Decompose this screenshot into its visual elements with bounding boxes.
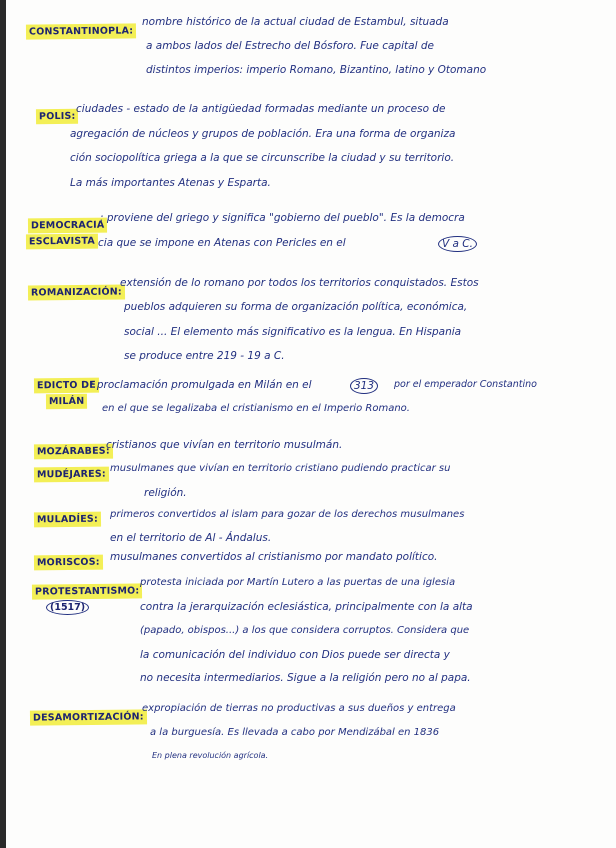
definition-line: musulmanes que vivían en territorio cristiano pudiendo practicar su [110, 463, 451, 474]
definition-line: social ... El elemento más significativo es la lengua. En Hispania [124, 326, 462, 338]
definition-line: religión. [144, 487, 187, 499]
definition-line: primeros convertidos al islam para gozar de los derechos musulmanes [110, 509, 465, 520]
circled-year: 313 [350, 378, 378, 394]
definition-line: agregación de núcleos y grupos de población. Era una forma de organiza [70, 128, 456, 140]
term-year: (1517) [46, 600, 89, 615]
definition-line: ciudades - estado de la antigüedad formadas mediante un proceso de [76, 103, 446, 115]
term-label: PROTESTANTISMO: [32, 583, 143, 599]
term-label: MULADÍES: [34, 512, 101, 528]
definition-line: expropiación de tierras no productivas a sus dueños y entrega [142, 703, 456, 714]
definition-line: la comunicación del individuo con Dios puede ser directa y [140, 649, 450, 661]
term-label: EDICTO DE [34, 378, 99, 394]
circled-century: V a C. [438, 236, 477, 252]
definition-line: a la burguesía. Es llevada a cabo por Mendizábal en 1836 [150, 727, 440, 738]
definition-line: ción sociopolítica griega a la que se circunscribe la ciudad y su territorio. [70, 152, 455, 164]
term-label: CONSTANTINOPLA: [26, 23, 136, 39]
definition-line: protesta iniciada por Martín Lutero a las puertas de una iglesia [140, 577, 456, 588]
definition-line: distintos imperios: imperio Romano, Bizantino, latino y Otomano [146, 64, 487, 76]
definition-line: : proviene del griego y significa "gobierno del pueblo". Es la democra [100, 212, 465, 224]
term-label: MORISCOS: [34, 555, 103, 571]
definition-line: a ambos lados del Estrecho del Bósforo. Fue capital de [146, 40, 434, 52]
definition-line: La más importantes Atenas y Esparta. [70, 177, 271, 189]
definition-line: (papado, obispos...) a los que considera corruptos. Considera que [140, 625, 470, 636]
term-label: POLIS: [36, 109, 79, 124]
definition-line: pueblos adquieren su forma de organización política, económica, [124, 301, 468, 313]
definition-line: no necesita intermediarios. Sigue a la religión pero no al papa. [140, 672, 471, 684]
term-label: MUDÉJARES: [34, 467, 109, 483]
definition-line: cia que se impone en Atenas con Pericles en el [98, 237, 346, 249]
term-label: MOZÁRABES: [34, 444, 113, 460]
footnote-line: En plena revolución agrícola. [152, 751, 269, 760]
term-label-2: MILÁN [46, 394, 88, 409]
definition-line: extensión de lo romano por todos los territorios conquistados. Estos [120, 277, 479, 289]
definition-line: en el territorio de Al - Ándalus. [110, 532, 272, 544]
definition-line: se produce entre 219 - 19 a C. [124, 350, 285, 362]
definition-line: nombre histórico de la actual ciudad de Estambul, situada [142, 16, 449, 28]
definition-line: por el emperador Constantino [394, 379, 537, 390]
definition-line: contra la jerarquización eclesiástica, principalmente con la alta [140, 601, 473, 613]
definition-line: cristianos que vivían en territorio musulmán. [106, 439, 343, 451]
term-label: ROMANIZACIÓN: [28, 284, 125, 300]
term-label: DESAMORTIZACIÓN: [30, 709, 147, 725]
term-label: DEMOCRACIA [28, 218, 108, 234]
definition-line: : proclamación promulgada en Milán en el [90, 379, 312, 391]
definition-line: en el que se legalizaba el cristianismo en el Imperio Romano. [102, 403, 410, 414]
definition-line: musulmanes convertidos al cristianismo por mandato político. [110, 551, 438, 563]
term-label-2: ESCLAVISTA [26, 234, 98, 250]
